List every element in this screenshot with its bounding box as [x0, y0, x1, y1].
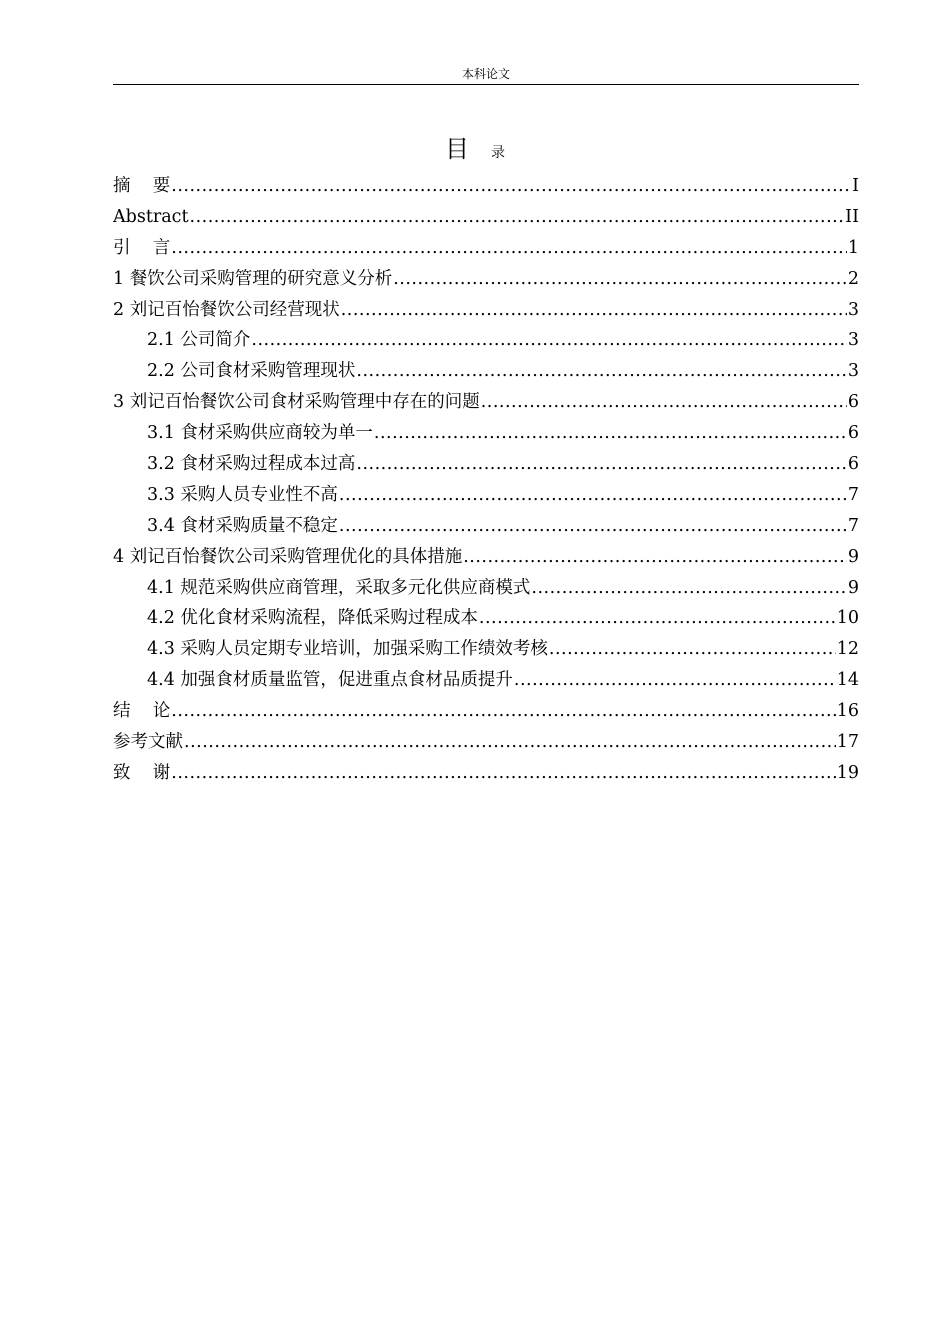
toc-entry-label: 2 刘记百怡餐饮公司经营现状 [113, 299, 340, 320]
toc-entry-page: 3 [847, 361, 859, 382]
toc-entry-label: 3.4 食材采购质量不稳定 [147, 515, 338, 536]
toc-dot-leader [393, 264, 847, 295]
toc-entry[interactable] [113, 696, 859, 727]
toc-entry[interactable] [113, 418, 859, 449]
toc-dot-leader [339, 480, 847, 511]
toc-title-sub: 录 [491, 145, 505, 161]
toc-entry-page: 6 [847, 392, 859, 413]
toc-entry-label: 3.1 食材采购供应商较为单一 [147, 423, 373, 444]
toc-entry-page: 9 [847, 577, 859, 598]
toc-entry[interactable] [113, 511, 859, 542]
toc-entry-label: 2.2 公司食材采购管理现状 [147, 361, 356, 382]
toc-entry[interactable] [113, 387, 859, 418]
toc-dot-leader [481, 387, 847, 418]
toc-dot-leader [479, 603, 836, 634]
toc-entry[interactable] [113, 634, 859, 665]
toc-entry-label: 4.3 采购人员定期专业培训，加强采购工作绩效考核 [147, 639, 548, 660]
toc-dot-leader [514, 665, 836, 696]
toc-dot-leader [356, 356, 846, 387]
toc-entry[interactable] [113, 449, 859, 480]
toc-entry[interactable] [113, 356, 859, 387]
toc-entry-page: 19 [836, 762, 859, 783]
toc-dot-leader [171, 758, 835, 789]
toc-dot-leader [341, 295, 847, 326]
toc-entry-page: 3 [847, 299, 859, 320]
toc-title [0, 134, 950, 168]
toc-entry-page: I [852, 176, 859, 196]
toc-entry-page: 6 [847, 423, 859, 444]
toc-entry[interactable] [113, 603, 859, 634]
toc-entry-label: 引 言 [113, 237, 171, 258]
toc-title-main: 目 [445, 135, 469, 163]
toc-entry-page: 12 [836, 639, 859, 660]
toc-dot-leader [374, 418, 847, 449]
toc-dot-leader [190, 202, 845, 233]
toc-entry-page: 14 [836, 670, 859, 691]
toc-entry[interactable] [113, 665, 859, 696]
toc-entry-page: 17 [836, 732, 859, 753]
toc-dot-leader [549, 634, 836, 665]
toc-dot-leader [171, 696, 835, 727]
toc-dot-leader [356, 449, 846, 480]
toc-list [113, 171, 859, 789]
toc-entry-label: 结 论 [113, 701, 171, 722]
toc-dot-leader [531, 573, 846, 604]
toc-entry-page: 10 [836, 608, 859, 629]
toc-entry-page: 7 [847, 515, 859, 536]
toc-entry-label: 3.2 食材采购过程成本过高 [147, 454, 356, 475]
toc-entry-label: 4.2 优化食材采购流程，降低采购过程成本 [147, 608, 478, 629]
toc-entry-label: 4.4 加强食材质量监管，促进重点食材品质提升 [147, 670, 513, 691]
toc-entry-page: II [845, 206, 859, 227]
toc-entry[interactable] [113, 325, 859, 356]
toc-entry-page: 6 [847, 454, 859, 475]
toc-entry[interactable] [113, 727, 859, 758]
toc-dot-leader [171, 171, 851, 202]
toc-entry-label: 摘 要 [113, 176, 171, 196]
toc-entry[interactable] [113, 233, 859, 264]
running-title: 本科论文 [461, 67, 510, 81]
toc-entry-page: 7 [847, 484, 859, 505]
toc-entry-label: 3.3 采购人员专业性不高 [147, 484, 338, 505]
toc-entry[interactable] [113, 264, 859, 295]
toc-entry-page: 1 [847, 237, 859, 258]
toc-entry-label: 2.1 公司简介 [147, 330, 251, 351]
toc-entry-label: 参考文献 [113, 732, 183, 753]
toc-dot-leader [171, 233, 847, 264]
toc-entry[interactable] [113, 573, 859, 604]
toc-entry[interactable] [113, 542, 859, 573]
toc-entry-label: Abstract [113, 206, 189, 227]
toc-entry-label: 1 餐饮公司采购管理的研究意义分析 [113, 268, 393, 289]
page-header [113, 64, 859, 85]
toc-entry-label: 4.1 规范采购供应商管理，采取多元化供应商模式 [147, 577, 531, 598]
toc-entry[interactable] [113, 171, 859, 202]
toc-entry[interactable] [113, 758, 859, 789]
toc-entry-label: 致 谢 [113, 762, 171, 783]
toc-entry-label: 3 刘记百怡餐饮公司食材采购管理中存在的问题 [113, 392, 480, 413]
toc-dot-leader [463, 542, 847, 573]
toc-dot-leader [339, 511, 847, 542]
toc-entry-page: 2 [847, 268, 859, 289]
toc-entry[interactable] [113, 295, 859, 326]
toc-entry[interactable] [113, 480, 859, 511]
toc-entry-page: 16 [836, 701, 859, 722]
toc-entry-page: 3 [847, 330, 859, 351]
toc-dot-leader [251, 325, 846, 356]
toc-entry[interactable] [113, 202, 859, 233]
toc-entry-label: 4 刘记百怡餐饮公司采购管理优化的具体措施 [113, 546, 463, 567]
toc-entry-page: 9 [847, 546, 859, 567]
toc-dot-leader [184, 727, 836, 758]
